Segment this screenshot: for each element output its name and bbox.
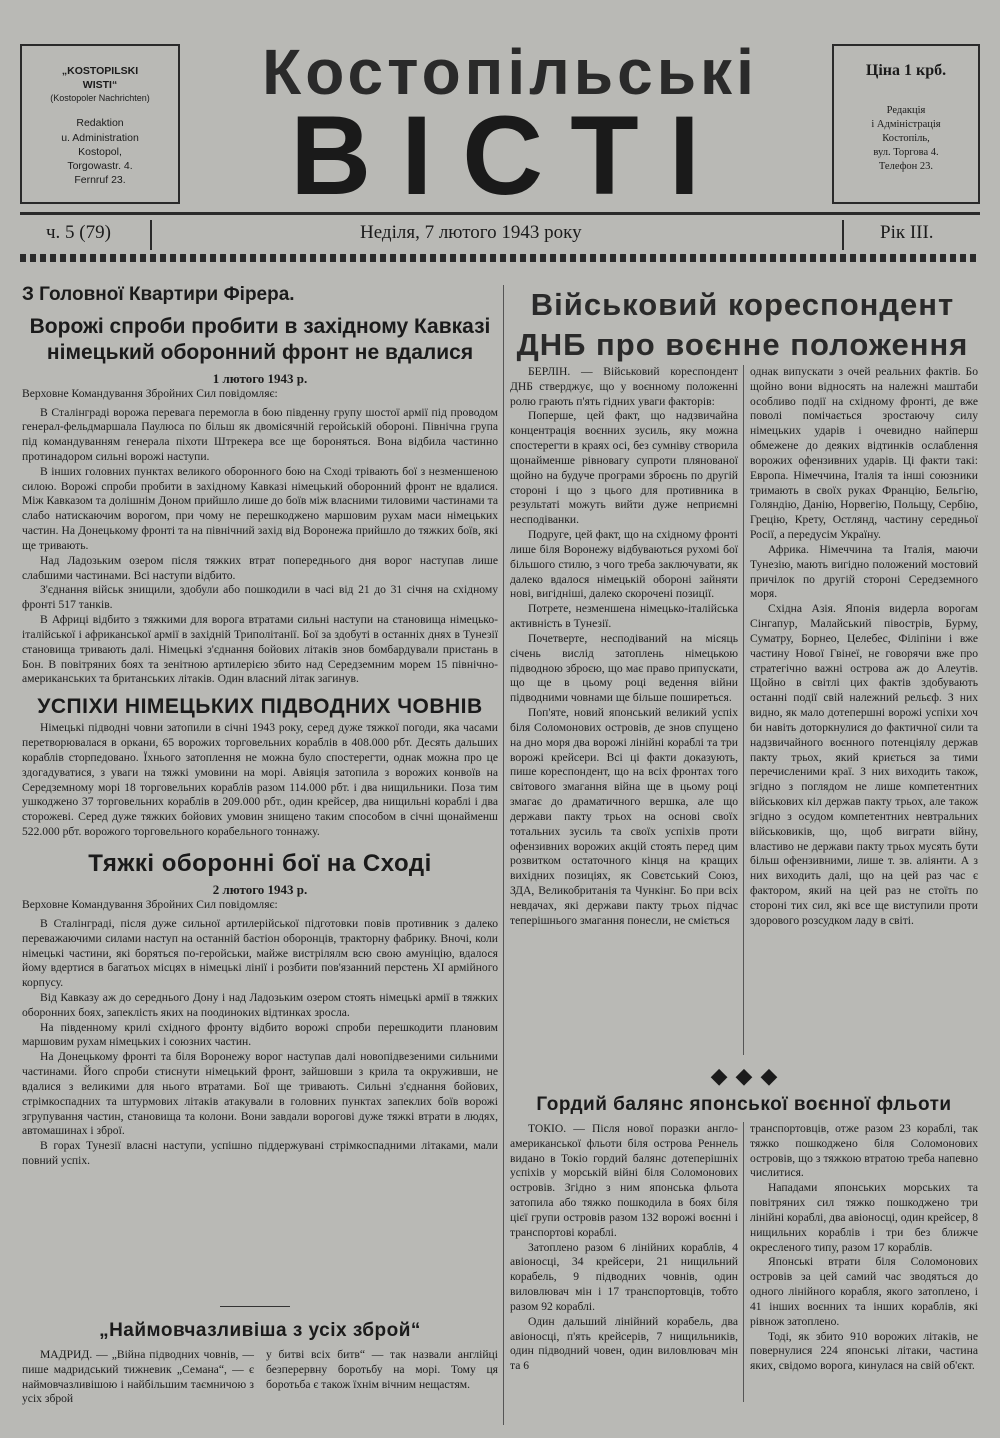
paragraph: В Сталінграді ворожа перевага перемогла в бою південну групу шостої армії під проводом генерал-фельдмаршала Паулюса по більш як двомісячній геройській обороні. Північна група під командуванням генерала піхоти Штрекера все ще бороняться. Вона відбила частинно протинадором сильні ворожі наступи. [22, 405, 498, 463]
column-separator [743, 1122, 744, 1402]
paragraph: Від Кавказу аж до середнього Дону і над Ладозьким озером стоять німецькі армії в тяжких оборонних боях, запеклість яких на поодиноких відтинках зросла. [22, 991, 498, 1019]
correspondent-col1 [510, 365, 738, 928]
divider [220, 1306, 290, 1307]
report-lead: Верховне Командування Збройних Сил повідомляє: [22, 897, 278, 911]
headline-line: Ворожі спроби пробити в західному Кавказі [29, 315, 491, 338]
masthead-left-box [20, 44, 180, 204]
correspondent-col2 [750, 365, 978, 928]
paragraph: Один дальший лінійний корабель, два авіоносці, п'ять крейсерів, 7 нищильників, один підводний човен, один виловлювач мін та 6 [510, 1314, 738, 1373]
report-lead: Верховне Командування Збройних Сил повідомляє: [22, 386, 278, 400]
right-box-line: Телефон 23. [878, 161, 934, 173]
dateline-separator [150, 220, 152, 250]
paragraph: Східна Азія. Японія видерла ворогам Сінгапур, Малайський півострів, Бурму, Суматру, Борнео, Целебес, Філіпіни і вже частину Нової Гвінеї, не говорячи вже про стратегічно важні острова аж до Алеутів. Щойно в світлі цих фактів здобувають останні події свій належний рельєф. З них видно, як мало дотепершні ворожі успіхи хоч би навіть доторкнулися до фактичної сили та надзвичайного воєнного потенціялу держав пакту трьох, який криється за тими перечисленими краї. З них виходить також, згідно з поглядом не лише компетентних військових кіл держав пакту трьох, але також згідно з осудом компетентних невтральних військовиків, що, щоб виграти війну, властиво не держави пакту трьох мусять бути більш офензивними, лише т. зв. аліянти. А з них виходить далі, що на цей раз час є фактором, який на цей раз не стоїть по стороні тих сил, які все ще виступили проти здорового розсудком ладу в світі. [750, 602, 978, 927]
section-ornament: ◆◆◆ [710, 1063, 786, 1088]
paragraph: ТОКІО. — Після нової поразки англо-американської фльоти біля острова Реннель видано в Токіо гордий балянс дотеперішніх успіхів у морській війні біля Соломонових островів. Згідно з ним японська фльота затопила або тяжко пошкодила в боях біля цієї групи островів разом 132 ворожі воєнні і транспортові кораблі. [510, 1122, 738, 1239]
left-box-line: WISTI“ [82, 79, 118, 92]
column-separator [743, 365, 744, 1055]
paragraph: БЕРЛІН. — Військовий кореспондент ДНБ стверджує, що у воєнному положенні ролю грають п'ять гідних уваги факторів: [510, 365, 738, 408]
left-box-line: Kostopol, [78, 145, 122, 158]
right-box-line: Редакція [886, 104, 926, 116]
paragraph: однак випускати з очей реальних фактів. Бо щойно вони відносять на належні маштаби особливо події на східному фронті, де вже поволі помічається зростаючу силу німецьких ударів і очевидно найперш обмежене до деяких відтинків ослаблення ворожих офензивних ударів. Ці факти такі: Европа. Німеччина, Італія та інші союзники тримають в своїх руках Францію, Бельгію, Голяндію, Данію, Норвегію, Польщу, Сербію, Грецію, Крету, Остлянд, частину середньої Росії, а передусім Україну. [750, 365, 978, 542]
paragraph: Африка. Німеччина та Італія, маючи Тунезію, мають вигідно положений мостовий причілок по другій стороні Середземного моря. [750, 542, 978, 601]
left-box-line: Fernruf 23. [74, 174, 126, 187]
masthead-title-line2: ВІСТІ [290, 93, 730, 218]
issue-date: Неділя, 7 лютого 1943 року [360, 222, 582, 243]
headline-line: Військовий кореспондент [530, 287, 955, 322]
paragraph: На південному крилі східного фронту відбито ворожі спроби перешкодити плановим маршовим рухам німецьких і союзних частин. [22, 1020, 498, 1049]
headline-japanese-fleet: Гордий балянс японської воєнної фльоти [536, 1094, 952, 1115]
paragraph: Над Ладозьким озером після тяжких втрат попереднього дня ворог наступав лише слабшими частинами. Всі наступи відбито. [22, 553, 498, 582]
headline-correspondent [505, 285, 980, 366]
east-body [22, 917, 498, 1169]
paragraph: В Африці відбито з тяжкими для ворога втратами сильні наступи на становища німецько-італійської і африканської армії в західній Триполітанії. Бої за здобуті в останніх днях в Тунезії становища тривають далі. Німецькі з'єднання бойових літаків знов бомбардували пристань в Бон. В повітряних боях та зенітною артилерією збито над Середземним морем 15 північно-американських та британських літаків. Один власний літак загинув. [22, 613, 498, 686]
left-box-line: (Kostopoler Nachrichten) [50, 93, 150, 104]
right-box-line: вул. Торгова 4. [873, 147, 939, 159]
dateline-separator [842, 220, 844, 250]
issue-year: Рік III. [880, 222, 934, 243]
headline-silent-weapon: „Наймовчазливіша з усіх зброй“ [99, 1320, 421, 1341]
paragraph: В інших головних пунктах великого оборонного бою на Сході трівають бої з незменшеною силою. Ворожі спроби пробити в західному Кавказі німецький оборонний фронт не вдалися. Між Кавказом та долішнім Доном прийшло лише до боїв між власними тиловими частинами та слабо натискаючим ворогом, при чому не перешкоджено маршовим рухам маси німецьких частин. На Донецькому фронті та на північний захід від Воронежа прийшло до тяжких боїв, які ще тривають. [22, 464, 498, 552]
paragraph: Подруге, цей факт, що на східному фронті лише біля Воронежу відбуваються рухомі бої більшого стилю, з чого треба заключувати, як далеко вдалося німецькій обороні зайняти нові, вигідніші, далеко скорочені позиції. [510, 528, 738, 601]
top-rule [20, 212, 980, 215]
silent-weapon-col1 [22, 1348, 254, 1407]
report-date: 2 лютого 1943 р. [212, 881, 308, 897]
headline-caucasus [22, 314, 498, 367]
paragraph: Почетверте, несподіваний на місяць січень вислід затоплень німецькою підводною зброєю, що має право припускати, що ще в цьому році ведення війни підводними човнами ще більше поширеться. [510, 631, 738, 705]
paragraph: Поп'яте, новий японський великий успіх біля Соломонових островів, де знов спущено на дно моря два ворожі лінійні кораблі та три ворожі крейсери. Всі ці факти доказують, пише кореспондент, що на всіх фронтах того світового змагання війна ще в цьому році змагає до драматичного вершка, але що держави пакту трьох на основі своїх тотальних зусиль та своїх успіхів проти офензивних ворожих акцій стоять перед цим розвитком остаточного кінця на кращих вихідних позиціях, як Совєтський Союз, ЗДА, Великобританія та Чункінг. Бо при всіх невдачах, які держави пакту трьох підчас теперішнього змагання понесли, не сміється [510, 706, 738, 927]
right-box-line: Костопіль, [882, 132, 930, 144]
masthead-right-box [832, 44, 980, 204]
paragraph: Потрете, незменшена німецько-італійська активність в Тунезії. [510, 602, 738, 631]
fleet-col1 [510, 1122, 738, 1374]
left-box-line: „KOSTOPILSKI [61, 65, 139, 77]
silent-weapon-col2 [266, 1348, 498, 1392]
left-box-line: Redaktion [76, 117, 124, 130]
section-heading: З Головної Квартири Фірера. [22, 284, 295, 305]
paragraph: На Донецькому фронті та біля Воронежу ворог наступав далі новопідвезеними сильними частинами. Його спроби стиснути німецький фронт, зайшовши з крила та окруживши, не вдалися з великими для нього втратами. Бої ще тривають. Сильні з'єднання бойових, стрімкоспадних та штурмових літаків атакували в головних пунктах запеклих боїв ворожі згрупування частин, становища та колони. Вони завдали ворогові дуже тяжкі втрати в людях, автомашинах і зброї. [22, 1050, 498, 1138]
headline-submarines: УСПІХИ НІМЕЦЬКИХ ПІДВОДНИХ ЧОВНІВ [37, 695, 483, 719]
left-box-line: Torgowastr. 4. [67, 160, 133, 172]
paragraph: транспортовців, отже разом 23 кораблі, так тяжко пошкоджено біля Соломонових островів, що з тяжкою втратою треба напевно числитися. [750, 1122, 978, 1180]
paragraph: З'єднання військ знищили, здобули або пошкодили в часі від 21 до 31 січня на східному фронті 517 танків. [22, 583, 498, 612]
paragraph: МАДРИД. — „Війна підводних човнів, — пише мадридський тижневик „Семана“, — є наймовчазливішою і найбільшим таємничою з усіх зброй [22, 1348, 254, 1406]
report-body [22, 406, 498, 688]
headline-line: ДНБ про воєнне положення [516, 327, 969, 363]
report-date: 1 лютого 1943 р. [212, 370, 308, 386]
submarines-body [22, 721, 498, 840]
dateline-dash-rule [20, 254, 980, 262]
issue-number: ч. 5 (79) [46, 222, 111, 243]
paragraph: Японські втрати біля Соломонових островів за цей самий час зводяться до одного лінійного корабля, якого затоплено, і 41 інших воєнних та інших кораблів, які рівнож затоплено. [750, 1255, 978, 1328]
paragraph: Німецькі підводні човни затопили в січні 1943 року, серед дуже тяжкої погоди, яка часами перетворювалася в оркани, 65 ворожих торговельних кораблів в 408.000 рбт. Десять дальших кораблів сторпедовано. Їхнього затоплення не можна було спостерегти, однак можна про це здогадуватися, з уваги на тяжкі умовини на морі. Авіяція затопила з ворожих конвоїв на Середземному морі 18 торговельних кораблів разом 114.000 рбт. і два нищильники. Поза тим ушкоджено 37 торговельних кораблів в 209.000 рбт., один крейсер, два нищильні кораблі і два сторожеві. Серед дуже тяжких бойових умовин знищено таким способом в січні щонайменш 522.000 рбт. ворожого торговельного корабельного тоннажу. [22, 721, 498, 839]
paragraph: Поперше, цей факт, що надзвичайна концентрація воєнних зусиль, яку можна спостерегти в краях осі, без сумніву створила щонайменше рівновагу супроти плянованої щойно на будуче програми зброєнь по другій стороні і що з цього для противника в результаті можуть вийти дуже неприємні несподіванки. [510, 409, 738, 527]
paragraph: В горах Тунезії власні наступи, успішно піддержувані стрімкоспадними літаками, мали повний успіх. [22, 1139, 498, 1168]
paragraph: у битві всіх битв“ — так назвали англійці безперервну боротьбу на морі. Тому ця боротьба є також їхнім вічним нещастям. [266, 1348, 498, 1391]
column-separator [503, 285, 504, 1425]
left-column [22, 284, 498, 1169]
headline-line: німецький оборонний фронт не вдалися [46, 341, 474, 365]
paragraph: Нападами японських морських та повітряних сил тяжко пошкоджено три лінійні кораблі, два авіоносці, один крейсер, 8 нищильних кораблів і три без ближче окресленого типу, разом 17 кораблів. [750, 1181, 978, 1254]
headline-east: Тяжкі оборонні бої на Сході [88, 849, 432, 877]
price: Ціна 1 крб. [865, 62, 947, 79]
right-box-line: і Адміністрація [871, 118, 941, 130]
paragraph: В Сталінграді, після дуже сильної артилерійської підготовки повів противник з далеко переважаючими силами наступ на останній бастіон оборонців, тракторну фабрику. Вночі, коли німецькі частини, які боряться по-геройськи, майже вистрілялм всю свою амуніцію, вдалося йому вдертися в багатьох місцях в німецькі лінії і розбити пов'язанний перстень XI армійного корпусу. [22, 916, 498, 990]
masthead-title-line1: Костопільські [262, 36, 758, 108]
left-box-line: u. Administration [61, 131, 139, 144]
paragraph: Затоплено разом 6 лінійних кораблів, 4 авіоносці, 34 крейсери, 21 нищильний корабель, 9 підводних човнів, один виловлювач мін і 17 транспортовців, тобто разом 92 кораблі. [510, 1240, 738, 1313]
fleet-col2 [750, 1122, 978, 1374]
paragraph: Тоді, як збито 910 ворожих літаків, не повернулися 224 японські літаки, частина яких, свідомо ворога, кинулася на свій об'єкт. [750, 1329, 978, 1373]
